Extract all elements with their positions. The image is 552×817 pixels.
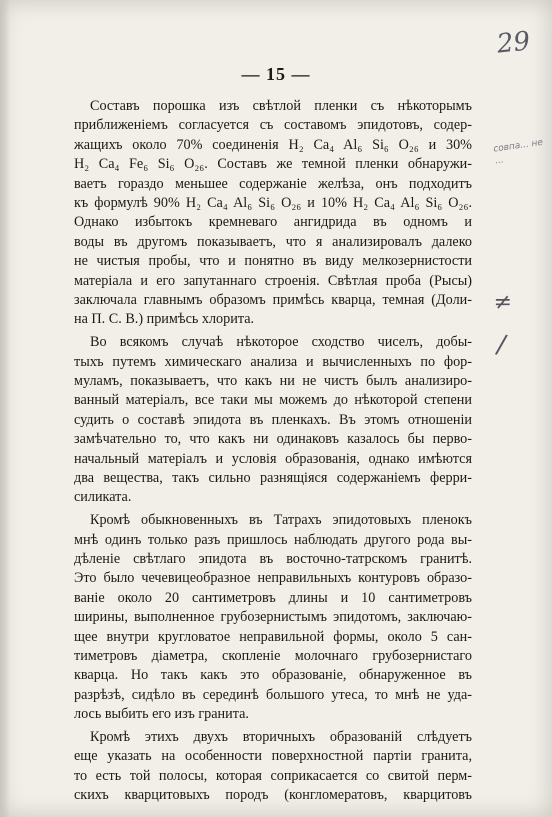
text-line: Кромѣ обыкновенныхъ въ Татрахъ эпидотовыхъ пленокъ	[90, 512, 472, 529]
paragraph	[74, 511, 472, 724]
text-line: начальный матеріалъ и условія образованія, однако имѣются	[74, 450, 472, 467]
text-line: судить о составѣ эпидота въ пленкахъ. Въ этомъ отношеніи	[74, 411, 472, 428]
text-line: къ формулѣ 90% H₂ Ca₄ Al₆ Si₆ O₂₆ и 10% H₂ Ca₄ Al₆ Si₆ O₂₆.	[74, 194, 472, 211]
text-line: ванный матеріалъ, все таки мы можемъ до нѣкоторой степени	[74, 392, 472, 409]
text-line: на П. С. В.) примѣсь хлорита.	[74, 311, 255, 328]
text-line: дѣленіе свѣтлаго эпидота въ восточно-татрскомъ гранитѣ.	[74, 550, 472, 567]
text-line: тиметровъ діаметра, скопленіе молочнаго грубозернистаго	[74, 647, 472, 664]
text-line: мнѣ одинъ только разъ пришлось наблюдать другого рода вы-	[74, 531, 472, 548]
text-line: ваніе около 20 сантиметровъ длины и 10 сантиметровъ	[74, 589, 472, 606]
text-line: H₂ Ca₄ Fe₆ Si₆ O₂₆. Составъ же темной пленки обнаружи-	[74, 156, 472, 173]
paragraph	[74, 333, 472, 508]
paragraph	[74, 97, 472, 330]
margin-mark-stroke: /	[494, 329, 510, 361]
text-line: тыхъ путемъ химическаго анализа и вычисленныхъ по фор-	[74, 353, 472, 370]
text-line: разрѣзѣ, сидѣло въ серединѣ большого утеса, то мнѣ не уда-	[74, 686, 472, 703]
text-line: Во всякомъ случаѣ нѣкоторое сходство чиселъ, добы-	[90, 334, 472, 351]
text-line: Однако избытокъ кремневаго ангидрида въ одномъ и	[74, 214, 472, 231]
page-number: — 15 —	[241, 64, 311, 84]
text-line: ширины, выполненное грубозернистымъ эпидотомъ, заключаю-	[74, 609, 472, 626]
paragraph	[74, 728, 472, 806]
text-line: заключала главнымъ образомъ примѣсь кварца, темная (Доли-	[74, 291, 472, 308]
text-line: Это было чечевицеобразное неправильныхъ контуровъ образо-	[74, 570, 472, 587]
text-line: еще указать на особенности поверхностной партіи гранита,	[74, 748, 472, 765]
text-line: муламъ, показываетъ, что какъ ни не чистъ былъ анализиро-	[74, 372, 472, 389]
text-line: Составъ порошка изъ свѣтлой пленки съ нѣкоторымъ	[90, 98, 472, 114]
text-line: замѣчательно то, что какъ ни одинаковъ казалось бы перво-	[74, 431, 472, 448]
text-line: два вещества, такъ сильно разнящіяся содержаніемъ ферри-	[74, 469, 472, 486]
text-line: воды въ другомъ показываетъ, что я анализировалъ далеко	[74, 233, 472, 250]
text-line: силиката.	[74, 489, 132, 506]
margin-note: совпа... не ...	[492, 137, 544, 167]
text-line: лось выбить его изъ гранита.	[74, 706, 249, 723]
body-text	[74, 97, 472, 806]
text-line: щее внутри кругловатое неправильной формы, около 5 сан-	[74, 628, 472, 645]
margin-mark: ≠	[493, 290, 512, 315]
text-line: Кромѣ этихъ двухъ вторичныхъ образованій слѣдуетъ	[90, 729, 472, 745]
text-line: приближеніемъ согласуется съ составомъ эпидотовъ, содер-	[74, 117, 472, 134]
text-line: жащихъ около 70% соединенія H₂ Ca₄ Al₆ Si₆ O₂₆ и 30%	[74, 136, 472, 153]
text-line: скихъ кварцитовыхъ породъ (конгломератовъ, кварцитовъ	[74, 787, 472, 804]
text-line: ваетъ гораздо меньшее содержаніе желѣза, онъ подходитъ	[74, 175, 472, 192]
text-line: не чистыя пробы, что и понятно въ виду мелкозернистости	[74, 253, 472, 270]
text-line: то есть той полосы, которая соприкасается со свитой перм-	[74, 767, 472, 784]
text-line: кварца. Но такъ какъ это образованіе, обнаруженное въ	[74, 667, 472, 684]
text-line: матеріала и его запутаннаго строенія. Свѣтлая проба (Рысы)	[74, 272, 472, 289]
handwritten-page-number: 29	[495, 26, 532, 60]
